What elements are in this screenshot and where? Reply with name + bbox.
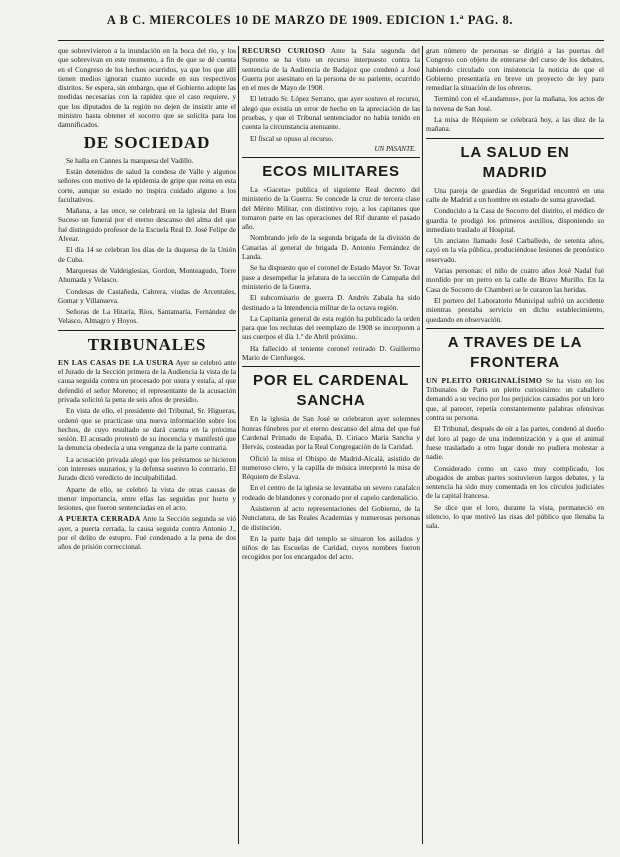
article-text: En la iglesia de San José se celebraron ayer solemnes honras fúnebres por el eterno descanso del alma del que fué Cardenal Primado de España, D. Ciriaco María Sancha y Hervás, costeadas por la Real Congregación de la Caridad. <box>242 414 420 452</box>
article-text: Considerado como un caso muy complicado, los abogados de ambas partes sostuvieron largos debates, y la sentencia ha sido muy comentada en los círculos judiciales de la capital francesa. <box>426 463 604 501</box>
article-text: Una pareja de guardias de Seguridad encontró en una calle de Madrid a un hombre en estado de suma gravedad. <box>426 185 604 204</box>
article-kicker: A PUERTA CERRADA <box>58 514 141 524</box>
divider <box>242 157 420 158</box>
article-text: Aparte de ello, se celebró la vista de otras causas de menor importancia, entre ellas las seguidas por hurto y lesiones, que fueron sentenciadas en el acto. <box>58 484 236 513</box>
column-divider-2 <box>422 46 423 844</box>
article-text: La Capitanía general de esta región ha publicado la orden para que los reclutas del reemplazo de 1908 se incorporen a sus cuerpos el día 1.º de Abril próximo. <box>242 313 420 342</box>
section-heading-sociedad: DE SOCIEDAD <box>83 132 211 152</box>
article-text: Señoras de La Hitaría, Ríos, Santamaría, Fernández de Velasco, Almagro y Hoyos. <box>58 307 236 326</box>
article-text: Mañana, a las once, se celebrará en la iglesia del Buen Suceso un funeral por el eterno descanso del alma del que fué distinguido profesor de la Escuela Real D. José Felipe de Alvear. <box>58 206 236 244</box>
article-text: En el centro de la iglesia se levantaba un severo catafalco rodeado de blandones y coronado por el capelo cardenalicio. <box>242 483 420 502</box>
article-text: Nombrando jefe de la segunda brigada de la división de Canarias al general de brigada D. Antonio Fernández de Landa. <box>242 233 420 262</box>
column-divider-1 <box>238 46 239 844</box>
article-body: Ante la Sala segunda del Supremo se ha visto un recurso interpuesto contra la sentencia de la Audiencia de Badajoz que condenó a José Guerra por asesinato en la persona de su pariente, ocurrido en el mes de Mayo de 1908. <box>242 46 420 93</box>
article-text: Un anciano llamado José Carballedo, de setenta años, cayó en la vía pública, produciéndose lesiones de pronóstico reservado. <box>426 236 604 264</box>
article-text: que sobrevivieron a la inundación en la boca del río, y los que sobrevivan en este momento, a fin de que se dé cuenta en el Congreso de los hechos ocurridos, ya que los que allí tienen medios ignoran cuanto sucede en sus respectivos distritos. Se espera, sin embargo, que el Gobierno adopte las medidas necesarias con la rapidez que el caso requiere, y que los diputados de la región no dejen de insistir ante el ministro hasta obtener el socorro que se solicita para los damnificados. <box>58 46 236 130</box>
section-heading-tribunales: TRIBUNALES <box>87 334 207 354</box>
article-text: El día 14 se celebran los días de la duquesa de la Unión de Cuba. <box>58 245 236 264</box>
article-text: La misa de Réquiem se celebrará hoy, a las diez de la mañana. <box>426 115 604 134</box>
article-text: En vista de ello, el presidente del Tribunal, Sr. Higueras, ordenó que se practicase una nueva información sobre los hechos, de cuyo resultado se dará cuenta en la próxima sesión. El acusado protestó de su inocencia y manifestó que la denuncia obedecía a una venganza de la parte contraria. <box>58 406 236 453</box>
divider <box>426 138 604 139</box>
article-text <box>58 358 236 404</box>
article-kicker: EN LAS CASAS DE LA USURA <box>58 357 174 367</box>
article-text: En la parte baja del templo se situaron los asilados y niños de las Escuelas de Caridad, cuyos nombres fueron recogidos por los encargados del acto. <box>242 533 420 562</box>
header-rule <box>58 40 604 41</box>
article-text: Conducido a la Casa de Socorro del distrito, el médico de guardia le prodigó los primeros auxilios, disponiendo su inmediato traslado al Hospital. <box>426 206 604 234</box>
article-body: Ante la Sección segunda se vió ayer, a puerta cerrada, la causa seguida contra Antonio J., por el delito de estupro. Fué condenado a la pena de dos años de prisión correccional. <box>58 514 236 552</box>
article-kicker: RECURSO CURIOSO <box>242 46 326 55</box>
article-text: La «Gaceta» publica el siguiente Real decreto del ministerio de la Guerra: Se concede la cruz de tercera clase del Mérito Militar, con distintivo rojo, a los capitanes que tomaron parte en las operaciones del Rif durante el pasado año. <box>242 184 420 232</box>
article-text <box>426 376 604 422</box>
article-body: Ayer se celebró ante el Jurado de la Sección primera de la Audiencia la vista de la causa seguida contra un procesado por usura y estafa, al que defendió el señor Moreno; el representante de la acusación privada solicitó la pena de seis años de presidio. <box>58 357 236 404</box>
column-1 <box>58 46 236 846</box>
article-text: Están detenidos de salud la condesa de Valle y algunos señores con motivo de la epidemia de gripe que reina en esta corte, aunque su estado no inspira cuidado alguno a los facultativos. <box>58 166 236 204</box>
article-text: El portero del Laboratorio Municipal sufrió un accidente mientras prestaba servicio en dicho establecimiento, quedando en observación. <box>426 295 604 324</box>
article-text: Condesas de Castañeda, Cabrera, viudas de Arcentales, Gomar y Villanueva. <box>58 286 236 305</box>
article-text: El letrado Sr. López Serrano, que ayer sostuvo el recurso, alegó que existía un error de hecho en la apreciación de las pruebas, y que el Tribunal sentenciador no había tenido en cuenta la circunstancia atenuante. <box>242 94 420 132</box>
article-body: Se ha visto en los Tribunales de París un pleito curiosísimo: un caballero demandó a su vecino por los perjuicios causados por un loro que, al parecer, repetía constantemente palabras ofensivas contra su persona. <box>426 375 604 423</box>
section-heading-frontera: A TRAVES DE LA FRONTERA <box>447 333 583 371</box>
article-text: El subcomisario de guerra D. Andrés Zabala ha sido destinado a la Intendencia militar de la octava región. <box>242 293 420 312</box>
article-text: Se dice que el loro, durante la vista, permaneció en silencio, lo que motivó las risas del público que llenaba la sala. <box>426 502 604 531</box>
article-text: Marquesas de Valdeiglesias, Gordon, Monteagudo, Torre Ahumada y Velasco. <box>58 265 236 285</box>
section-heading-cardenal: POR EL CARDENAL SANCHA <box>253 372 409 410</box>
article-text <box>242 46 420 92</box>
article-kicker: UN PLEITO ORIGINALÍSIMO <box>426 375 543 385</box>
article-text: Asistieron al acto representaciones del Gobierno, de la Nunciatura, de las Reales Academias y numerosas personas de distinción. <box>242 503 420 532</box>
divider <box>242 366 420 367</box>
article-text <box>58 514 236 551</box>
divider <box>426 328 604 329</box>
section-heading-salud: LA SALUD EN MADRID <box>460 143 570 181</box>
article-text: gran número de personas se dirigió a las puertas del Congreso con objeto de enterarse del curso de los debates, habiendo circulado con insistencia la noticia de que el Gobierno presentaría en breve un proyecto de ley para remediar la situación de los obreros. <box>426 46 604 93</box>
article-text: La acusación privada alegó que los préstamos se hicieron con intereses usurarios, y la defensa sostuvo lo contrario. El Jurado dictó veredicto de inculpabilidad. <box>58 454 236 483</box>
column-2 <box>242 46 420 846</box>
column-3 <box>426 46 604 846</box>
article-text: Ha fallecido el teniente coronel retirado D. Guillermo Mario de Cienfuegos. <box>242 343 420 363</box>
article-text: El fiscal se opuso al recurso. <box>250 133 334 143</box>
article-text: Varias personas: el niño de cuatro años José Nadal fué mordido por un perro en la calle de Bravo Murillo. En la Casa de Socorro de Chamberí se le curaron las heridas. <box>426 266 604 294</box>
divider <box>58 330 236 331</box>
byline: UN PASANTE. <box>374 144 416 153</box>
article-text: Ofició la misa el Obispo de Madrid-Alcalá, asistido de numeroso clero, y la capilla de música interpretó la misa de Réquiem de Eslava. <box>242 453 420 482</box>
section-heading-ecos: ECOS MILITARES <box>262 162 400 180</box>
article-text: Se ha dispuesto que el coronel de Estado Mayor Sr. Tovar pase a desempeñar la jefatura de la sección de Campaña del ministerio de la Guerra. <box>242 263 420 291</box>
article-text: Terminó con el «Laudamus», por la mañana, los actos de la novena de San José. <box>426 94 604 113</box>
article-text: Se halla en Cannes la marquesa del Vadillo. <box>66 155 194 165</box>
page-header: A B C. MIERCOLES 10 DE MARZO DE 1909. EDICION 1.ª PAG. 8. <box>106 13 514 27</box>
article-text: El Tribunal, después de oír a las partes, condenó al dueño del loro al pago de una indemnización y a que el animal fuese trasladado a otro lugar donde no pudiera molestar a nadie. <box>426 424 604 462</box>
